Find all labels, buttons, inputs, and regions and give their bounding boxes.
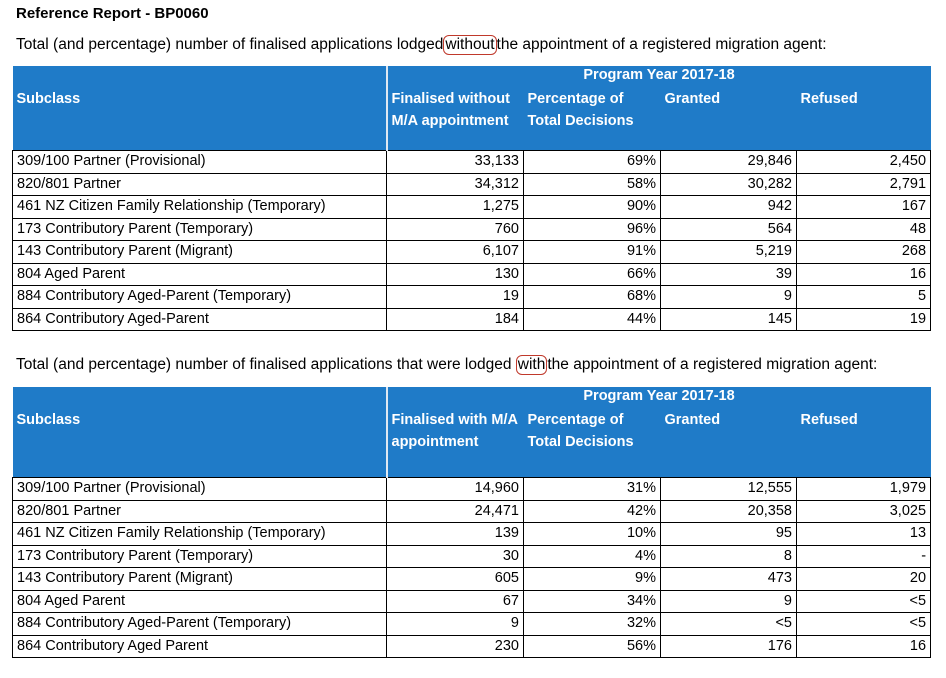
table-row [13, 613, 931, 636]
cell-percentage: 31% [524, 478, 661, 501]
cell-refused: 16 [797, 263, 931, 286]
cell-granted: 8 [661, 545, 797, 568]
section1-intro-after: the appointment of a registered migration agent: [496, 36, 827, 53]
header-finalised: Finalised without M/A appointment [387, 84, 524, 151]
cell-finalised: 130 [387, 263, 524, 286]
section1-intro [16, 35, 827, 55]
cell-subclass: 864 Contributory Aged-Parent [13, 308, 387, 331]
cell-subclass: 309/100 Partner (Provisional) [13, 151, 387, 174]
section2-intro-after: the appointment of a registered migration agent: [547, 356, 878, 373]
cell-percentage: 34% [524, 590, 661, 613]
cell-refused: 16 [797, 635, 931, 658]
cell-percentage: 9% [524, 568, 661, 591]
cell-percentage: 32% [524, 613, 661, 636]
cell-percentage: 68% [524, 286, 661, 309]
table-without-agent [12, 66, 931, 331]
cell-finalised: 139 [387, 523, 524, 546]
cell-percentage: 10% [524, 523, 661, 546]
cell-finalised: 6,107 [387, 241, 524, 264]
table-row [13, 241, 931, 264]
cell-finalised: 230 [387, 635, 524, 658]
header-percentage: Percentage of Total Decisions [524, 84, 661, 151]
header-refused: Refused [797, 405, 931, 478]
cell-subclass: 820/801 Partner [13, 173, 387, 196]
table-row [13, 308, 931, 331]
section2-intro-highlight: with [517, 356, 546, 373]
table-row [13, 263, 931, 286]
cell-granted: 942 [661, 196, 797, 219]
table-row [13, 523, 931, 546]
cell-refused: 167 [797, 196, 931, 219]
cell-granted: 145 [661, 308, 797, 331]
header-percentage: Percentage of Total Decisions [524, 405, 661, 478]
table-row [13, 478, 931, 501]
table-row [13, 545, 931, 568]
cell-refused: - [797, 545, 931, 568]
cell-refused: 19 [797, 308, 931, 331]
program-year-band [13, 66, 931, 84]
cell-finalised: 14,960 [387, 478, 524, 501]
cell-refused: <5 [797, 613, 931, 636]
table-row [13, 151, 931, 174]
report-title: Reference Report - BP0060 [16, 5, 209, 22]
table-row [13, 173, 931, 196]
cell-percentage: 90% [524, 196, 661, 219]
cell-refused: 48 [797, 218, 931, 241]
cell-finalised: 34,312 [387, 173, 524, 196]
cell-granted: 564 [661, 218, 797, 241]
cell-subclass: 461 NZ Citizen Family Relationship (Temporary) [13, 523, 387, 546]
section1-intro-before: Total (and percentage) number of finalised applications lodged [16, 36, 444, 53]
section2-intro [16, 355, 877, 375]
header-subclass: Subclass [13, 405, 387, 478]
cell-subclass: 461 NZ Citizen Family Relationship (Temporary) [13, 196, 387, 219]
header-finalised: Finalised with M/A appointment [387, 405, 524, 478]
cell-percentage: 69% [524, 151, 661, 174]
cell-subclass: 143 Contributory Parent (Migrant) [13, 241, 387, 264]
cell-granted: 9 [661, 590, 797, 613]
cell-subclass: 804 Aged Parent [13, 263, 387, 286]
cell-granted: 473 [661, 568, 797, 591]
cell-subclass: 864 Contributory Aged Parent [13, 635, 387, 658]
program-year-band [13, 387, 931, 405]
cell-percentage: 96% [524, 218, 661, 241]
cell-percentage: 66% [524, 263, 661, 286]
table-row [13, 286, 931, 309]
header-refused: Refused [797, 84, 931, 151]
band-blank-cell [13, 66, 387, 84]
cell-subclass: 884 Contributory Aged-Parent (Temporary) [13, 613, 387, 636]
cell-finalised: 19 [387, 286, 524, 309]
cell-finalised: 760 [387, 218, 524, 241]
cell-refused: 2,791 [797, 173, 931, 196]
column-header-row [13, 405, 931, 478]
cell-refused: 3,025 [797, 500, 931, 523]
section2-intro-before: Total (and percentage) number of finalised applications that were lodged [16, 356, 512, 373]
cell-refused: 1,979 [797, 478, 931, 501]
cell-finalised: 30 [387, 545, 524, 568]
cell-subclass: 173 Contributory Parent (Temporary) [13, 545, 387, 568]
header-granted: Granted [661, 84, 797, 151]
cell-granted: 30,282 [661, 173, 797, 196]
cell-percentage: 91% [524, 241, 661, 264]
cell-refused: <5 [797, 590, 931, 613]
cell-finalised: 9 [387, 613, 524, 636]
program-year-label: Program Year 2017-18 [387, 66, 931, 84]
cell-granted: 29,846 [661, 151, 797, 174]
cell-granted: 95 [661, 523, 797, 546]
cell-refused: 20 [797, 568, 931, 591]
cell-percentage: 56% [524, 635, 661, 658]
cell-finalised: 33,133 [387, 151, 524, 174]
cell-refused: 268 [797, 241, 931, 264]
table-body [13, 151, 931, 331]
cell-finalised: 605 [387, 568, 524, 591]
band-blank-cell [13, 387, 387, 405]
table-row [13, 568, 931, 591]
cell-percentage: 42% [524, 500, 661, 523]
cell-granted: 176 [661, 635, 797, 658]
cell-refused: 5 [797, 286, 931, 309]
column-header-row [13, 84, 931, 151]
cell-granted: 39 [661, 263, 797, 286]
cell-refused: 13 [797, 523, 931, 546]
section1-intro-highlight: without [445, 36, 495, 53]
cell-percentage: 4% [524, 545, 661, 568]
cell-subclass: 884 Contributory Aged-Parent (Temporary) [13, 286, 387, 309]
table-row [13, 635, 931, 658]
cell-percentage: 58% [524, 173, 661, 196]
header-granted: Granted [661, 405, 797, 478]
table-with-agent [12, 387, 931, 658]
cell-finalised: 1,275 [387, 196, 524, 219]
cell-subclass: 143 Contributory Parent (Migrant) [13, 568, 387, 591]
table-body [13, 478, 931, 658]
cell-percentage: 44% [524, 308, 661, 331]
cell-granted: <5 [661, 613, 797, 636]
cell-subclass: 173 Contributory Parent (Temporary) [13, 218, 387, 241]
table-row [13, 500, 931, 523]
header-subclass: Subclass [13, 84, 387, 151]
cell-refused: 2,450 [797, 151, 931, 174]
cell-granted: 12,555 [661, 478, 797, 501]
cell-finalised: 184 [387, 308, 524, 331]
cell-granted: 20,358 [661, 500, 797, 523]
cell-granted: 9 [661, 286, 797, 309]
cell-finalised: 67 [387, 590, 524, 613]
cell-subclass: 820/801 Partner [13, 500, 387, 523]
cell-subclass: 804 Aged Parent [13, 590, 387, 613]
table-row [13, 218, 931, 241]
program-year-label: Program Year 2017-18 [387, 387, 931, 405]
table-row [13, 196, 931, 219]
cell-granted: 5,219 [661, 241, 797, 264]
table-row [13, 590, 931, 613]
cell-finalised: 24,471 [387, 500, 524, 523]
cell-subclass: 309/100 Partner (Provisional) [13, 478, 387, 501]
